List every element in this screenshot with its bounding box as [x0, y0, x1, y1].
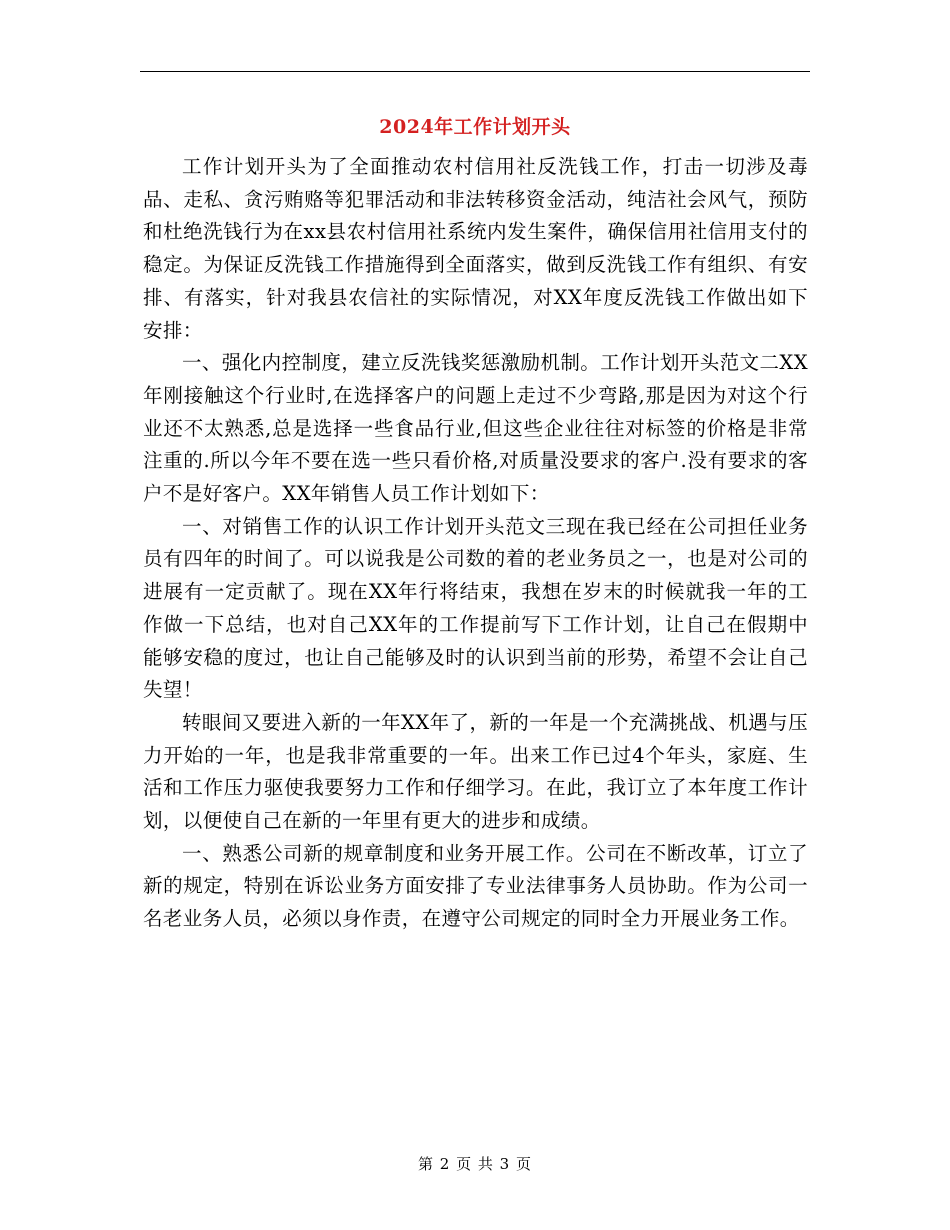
paragraph-4: 转眼间又要进入新的一年XX年了，新的一年是一个充满挑战、机遇与压力开始的一年，也是我非常重要的一年。出来工作已过4个年头，家庭、生活和工作压力驱使我要努力工作和仔细学习。在此，我订立了本年度工作计划，以便使自己在新的一年里有更大的进步和成绩。 [143, 710, 808, 833]
paragraph-3: 一、对销售工作的认识工作计划开头范文三现在我已经在公司担任业务员有四年的时间了。可以说我是公司数的着的老业务员之一，也是对公司的进展有一定贡献了。现在XX年行将结束，我想在岁末的时候就我一年的工作做一下总结，也对自己XX年的工作提前写下工作计划，让自己在假期中能够安稳的度过，也让自己能够及时的认识到当前的形势，希望不会让自己失望！ [143, 514, 808, 702]
paragraph-5: 一、熟悉公司新的规章制度和业务开展工作。公司在不断改革，订立了新的规定，特别在诉讼业务方面安排了专业法律事务人员协助。作为公司一名老业务人员，必须以身作责，在遵守公司规定的同时全力开展业务工作。 [143, 841, 808, 931]
document-title: 2024年工作计划开头 [379, 116, 571, 138]
paragraph-1: 工作计划开头为了全面推动农村信用社反洗钱工作，打击一切涉及毒品、走私、贪污贿赂等犯罪活动和非法转移资金活动，纯洁社会风气，预防和杜绝洗钱行为在xx县农村信用社系统内发生案件，确保信用社信用支付的稳定。为保证反洗钱工作措施得到全面落实，做到反洗钱工作有组织、有安排、有落实，针对我县农信社的实际情况，对XX年度反洗钱工作做出如下安排： [143, 155, 808, 342]
paragraph-2: 一、强化内控制度，建立反洗钱奖惩激励机制。工作计划开头范文二XX年刚接触这个行业时,在选择客户的问题上走过不少弯路,那是因为对这个行业还不太熟悉,总是选择一些食品行业,但这些企业往往对标签的价格是非常注重的.所以今年不要在选一些只看价格,对质量没要求的客户.没有要求的客户不是好客户。XX年销售人员工作计划如下： [143, 351, 808, 506]
page-number-footer: 第 2 页 共 3 页 [418, 1155, 532, 1173]
header-rule [140, 71, 810, 72]
document-body [143, 151, 808, 936]
